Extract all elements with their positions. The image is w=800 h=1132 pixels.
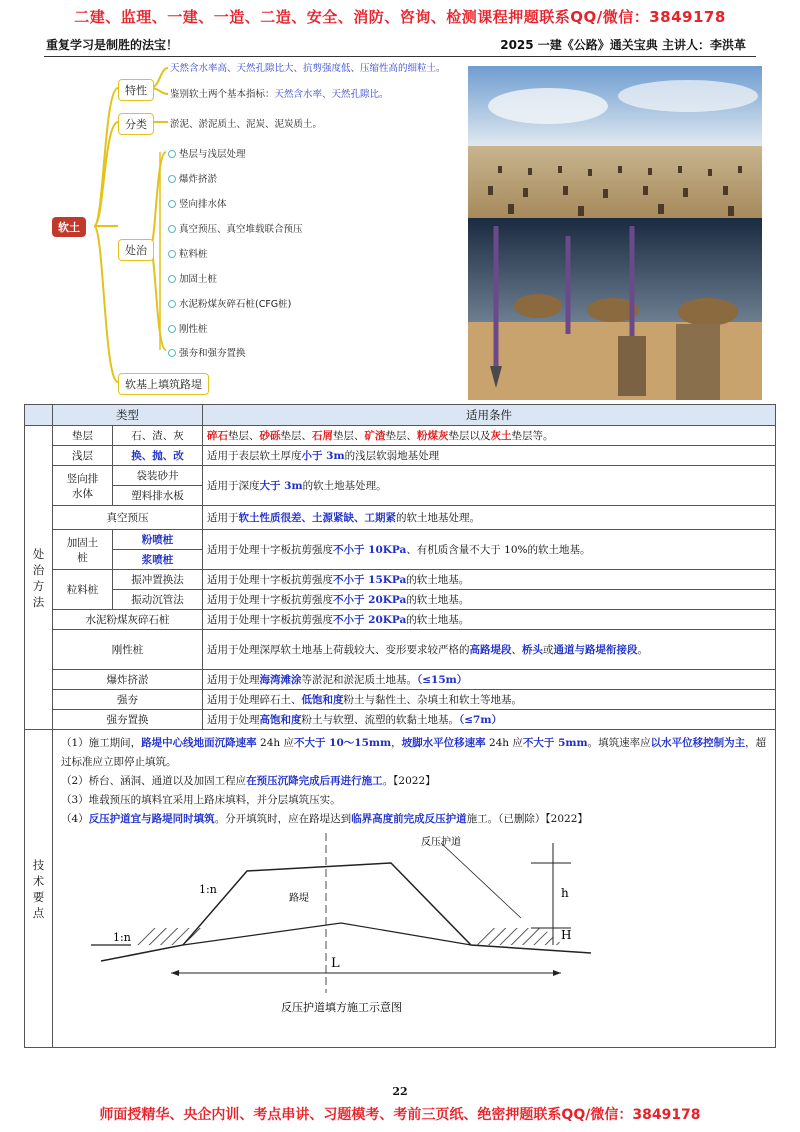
bullet-icon xyxy=(168,175,176,183)
header-title: 2025 一建《公路》通关宝典 主讲人：李洪革 xyxy=(500,38,746,52)
condition-cell: 适用于处理十字板抗剪强度不小于 20KPa的软土地基。 xyxy=(203,590,776,610)
treat-item: 水泥粉煤灰碎石桩(CFG桩) xyxy=(168,296,291,310)
bullet-icon xyxy=(168,325,176,333)
tech-point-2: （2）桥台、涵洞、通道以及加固工程应在预压沉降完成后再进行施工。【2022】 xyxy=(61,775,436,787)
node-embankment-fill: 软基上填筑路堤 xyxy=(118,373,209,395)
type-cell: 竖向排 水体 xyxy=(53,466,113,506)
condition-cell: 适用于深度大于 3m的软土地基处理。 xyxy=(203,466,776,506)
side-label-method: 处治方法 xyxy=(25,426,53,730)
bullet-icon xyxy=(168,300,176,308)
condition-cell: 适用于处理高饱和度粉土与软塑、流塑的软黏土地基。（≤7m） xyxy=(203,710,776,730)
subtype-cell: 振冲置换法 xyxy=(113,570,203,590)
condition-cell: 适用于表层软土厚度小于 3m的浅层软弱地基处理 xyxy=(203,446,776,466)
arrow-left-icon xyxy=(171,970,179,976)
bullet-icon xyxy=(168,200,176,208)
tech-points-cell xyxy=(53,730,776,1048)
type-cell: 强夯置换 xyxy=(53,710,203,730)
treat-item: 真空预压、真空堆载联合预压 xyxy=(168,221,303,235)
type-cell: 强夯 xyxy=(53,690,203,710)
mind-map xyxy=(44,60,464,400)
top-banner: 二建、监理、一建、一造、二造、安全、消防、咨询、检测课程押题联系QQ/微信：3849178 xyxy=(74,8,726,26)
treat-item: 爆炸挤淤 xyxy=(168,171,217,185)
subtype-cell: 袋装砂井 塑料排水板 xyxy=(113,466,203,506)
type-cell: 粒料桩 xyxy=(53,570,113,610)
feature-indicators: 鉴别软土两个基本指标：天然含水率、天然孔隙比。 xyxy=(170,89,389,100)
bullet-icon xyxy=(168,150,176,158)
berm-label: 反压护道 xyxy=(421,837,461,848)
embankment-label: 路堤 xyxy=(289,893,309,904)
embankment-outline xyxy=(101,863,591,961)
header-divider xyxy=(44,56,756,57)
side-label-tech: 技术要点 xyxy=(25,730,53,1048)
header-type: 类型 xyxy=(53,405,203,426)
condition-cell: 适用于软土性质很差、土源紧缺、工期紧的软土地基处理。 xyxy=(203,506,776,530)
label-H: H xyxy=(561,928,572,942)
slope-label-lower: 1:n xyxy=(113,931,131,944)
bottom-banner: 师面授精华、央企内训、考点串讲、习题模考、考前三页纸、绝密押题联系QQ/微信：3849178 xyxy=(99,1107,701,1123)
type-cell: 浅层 xyxy=(53,446,113,466)
pile-construction-photo xyxy=(468,66,762,400)
treat-item: 垫层与浅层处理 xyxy=(168,146,246,160)
condition-cell: 碎石垫层、砂砾垫层、石屑垫层、矿渣垫层、粉煤灰垫层以及灰土垫层等。 xyxy=(203,426,776,446)
type-cell: 加固土 桩 xyxy=(53,530,113,570)
berm-diagram xyxy=(91,833,691,1023)
condition-cell: 适用于处理十字板抗剪强度不小于 15KPa的软土地基。 xyxy=(203,570,776,590)
arrow-right-icon xyxy=(553,970,561,976)
treatment-table xyxy=(24,404,776,1048)
treat-item: 加固土桩 xyxy=(168,271,217,285)
page-number: 22 xyxy=(392,1085,408,1098)
bullet-icon xyxy=(168,275,176,283)
tech-point-3: （3）堆载预压的填料宜采用上路床填料，并分层填筑压实。 xyxy=(61,794,341,806)
subtype-cell: 粉喷桩 浆喷桩 xyxy=(113,530,203,570)
treat-item: 强夯和强夯置换 xyxy=(168,345,246,359)
tech-point-1: （1）施工期间，路堤中心线地面沉降速率 24h 应不大于 10～15mm，坡脚水平位移速率 24h 应不大于 5mm。填筑速率应以水平位移控制为主，超过标准应立即停止填筑。 xyxy=(61,737,767,768)
berm-right xyxy=(471,928,563,945)
type-cell: 垫层 xyxy=(53,426,113,446)
type-cell: 刚性桩 xyxy=(53,630,203,670)
diagram-caption: 反压护道填方施工示意图 xyxy=(281,1001,402,1014)
label-h: h xyxy=(561,886,569,900)
type-cell: 爆炸挤淤 xyxy=(53,670,203,690)
treat-item: 刚性桩 xyxy=(168,321,208,335)
subtype-cell: 石、渣、灰 xyxy=(113,426,203,446)
type-cell: 真空预压 xyxy=(53,506,203,530)
node-treatment: 处治 xyxy=(118,239,154,261)
feature-definition: 天然含水率高、天然孔隙比大、抗剪强度低、压缩性高的细粒土。 xyxy=(170,63,446,74)
label-L: L xyxy=(331,956,340,971)
treat-item: 粒料桩 xyxy=(168,246,208,260)
berm-leader-line xyxy=(441,843,521,918)
mind-map-root: 软土 xyxy=(52,217,86,237)
bullet-icon xyxy=(168,349,176,357)
tech-point-4: （4）反压护道宜与路堤同时填筑。分开填筑时，应在路堤达到临界高度前完成反压护道施工。（已删除）【2022】 xyxy=(61,813,588,825)
settlement-line xyxy=(183,923,471,945)
classification-text: 淤泥、淤泥质土、泥炭、泥炭质土。 xyxy=(170,119,323,130)
header-motto: 重复学习是制胜的法宝！ xyxy=(46,38,179,52)
condition-cell: 适用于处理十字板抗剪强度不小于 20KPa的软土地基。 xyxy=(203,610,776,630)
subtype-cell: 振动沉管法 xyxy=(113,590,203,610)
condition-cell: 适用于处理碎石土、低饱和度粉土与黏性土、杂填土和软土等地基。 xyxy=(203,690,776,710)
node-classification: 分类 xyxy=(118,113,154,135)
bullet-icon xyxy=(168,250,176,258)
header-condition: 适用条件 xyxy=(203,405,776,426)
condition-cell: 适用于处理十字板抗剪强度不小于 10KPa、有机质含量不大于 10%的软土地基。 xyxy=(203,530,776,570)
subtype-cell: 换、抛、改 xyxy=(113,446,203,466)
slope-label-upper: 1:n xyxy=(199,883,217,896)
type-cell: 水泥粉煤灰碎石桩 xyxy=(53,610,203,630)
bullet-icon xyxy=(168,225,176,233)
header-blank xyxy=(25,405,53,426)
berm-left xyxy=(131,928,203,945)
treat-item: 竖向排水体 xyxy=(168,196,227,210)
condition-cell: 适用于处理海湾滩涂等淤泥和淤泥质土地基。（≤15m） xyxy=(203,670,776,690)
condition-cell: 适用于处理深厚软土地基上荷载较大、变形要求较严格的高路堤段、桥头或通道与路堤衔接段。 xyxy=(203,630,776,670)
node-feature: 特性 xyxy=(118,79,154,101)
